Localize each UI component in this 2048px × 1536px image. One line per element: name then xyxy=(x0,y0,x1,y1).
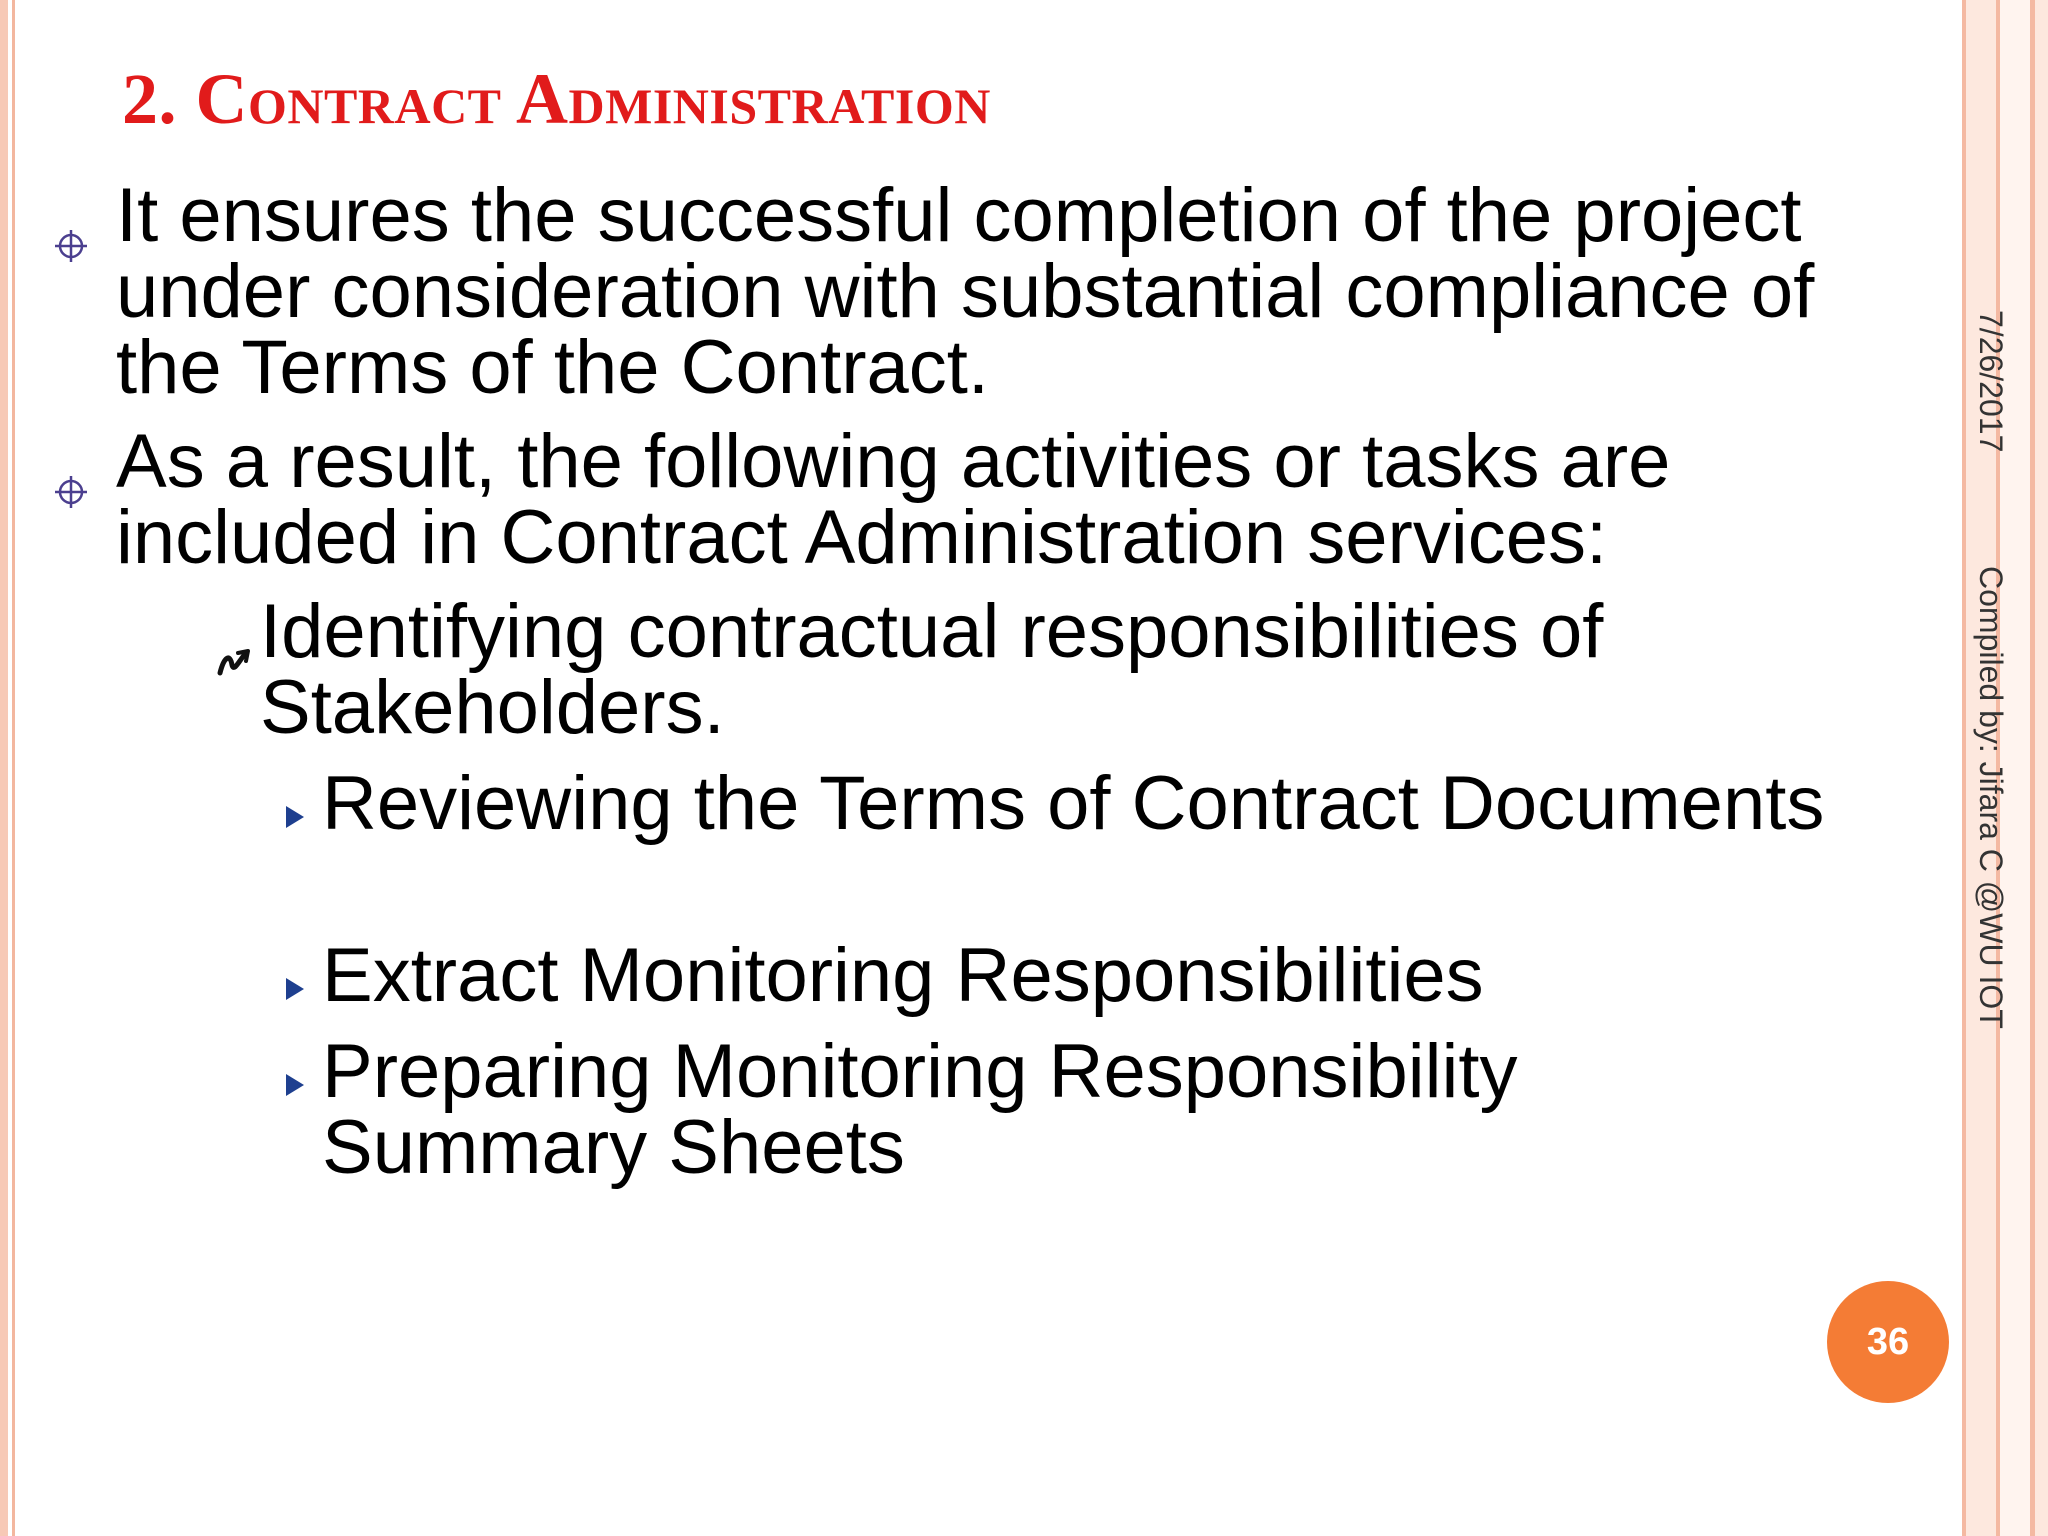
triangle-right-icon xyxy=(286,806,304,828)
sub-sub-bullet-item xyxy=(322,933,1862,1018)
bullet-text: As a result, the following activities or tasks are included in Contract Administration services: xyxy=(116,419,1671,580)
sub-sub-bullet-item xyxy=(322,1029,1862,1190)
triangle-right-icon xyxy=(286,1074,304,1096)
sub-bullet-text: Identifying contractual responsibilities of Stakeholders. xyxy=(260,589,1604,750)
sub-sub-bullet-text: Reviewing the Terms of Contract Documents xyxy=(322,761,1825,846)
bullet-text: It ensures the successful completion of the project under consideration with substantial compliance of the Terms of the Contract. xyxy=(116,173,1815,410)
slide-date: 7/26/2017 xyxy=(1973,310,2009,453)
page-number-badge: 36 xyxy=(1827,1281,1949,1403)
sub-sub-bullet-item xyxy=(322,761,1862,846)
right-border-panel xyxy=(2035,0,2048,1536)
slide-footer: Compiled by: Jifara C @WU IOT xyxy=(1973,566,2009,1029)
crosshair-icon xyxy=(54,200,88,234)
bullet-item xyxy=(116,173,1916,410)
sub-sub-bullet-text: Preparing Monitoring Responsibility Summary Sheets xyxy=(322,1029,1518,1190)
bullet-item xyxy=(116,419,1916,580)
crosshair-icon xyxy=(54,446,88,480)
slide-title: 2. Contract Administration xyxy=(122,59,991,139)
sub-bullet-item xyxy=(260,589,1860,750)
sub-sub-bullet-text: Extract Monitoring Responsibilities xyxy=(322,933,1484,1018)
squiggle-arrow-icon xyxy=(216,616,256,656)
triangle-right-icon xyxy=(286,978,304,1000)
